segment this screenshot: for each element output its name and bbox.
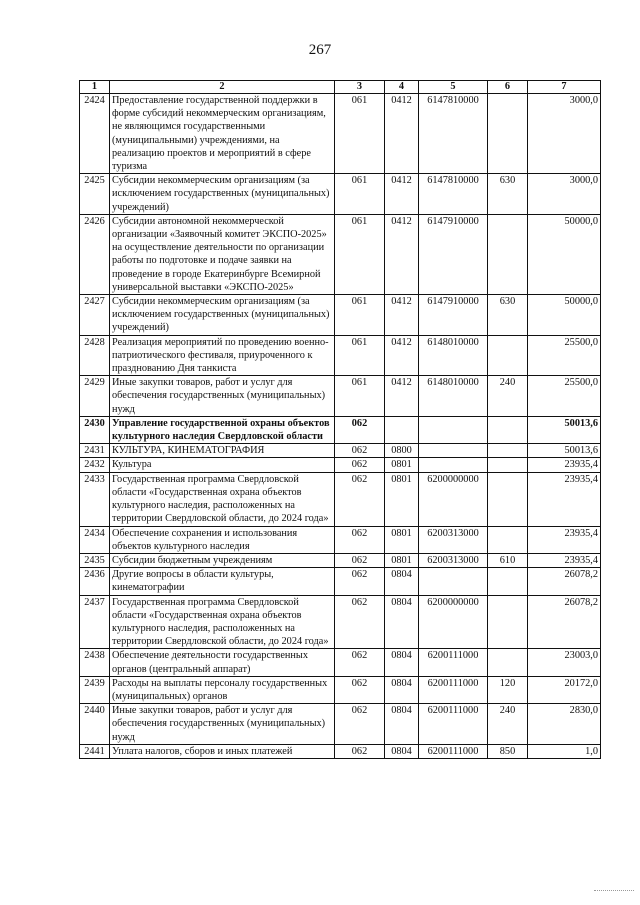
row-code-6 — [488, 595, 528, 649]
row-number: 2426 — [80, 214, 110, 294]
table-row — [80, 458, 601, 472]
row-number: 2436 — [80, 568, 110, 595]
row-code-3: 061 — [335, 335, 385, 376]
row-code-4: 0801 — [385, 458, 419, 472]
row-name: Культура — [110, 458, 335, 472]
row-amount: 50000,0 — [528, 214, 601, 294]
row-number: 2425 — [80, 174, 110, 215]
row-number: 2435 — [80, 553, 110, 567]
row-code-3: 061 — [335, 174, 385, 215]
row-name: Уплата налогов, сборов и иных платежей — [110, 744, 335, 758]
row-code-3: 062 — [335, 568, 385, 595]
row-number: 2437 — [80, 595, 110, 649]
header-cell-3: 3 — [335, 81, 385, 94]
header-cell-1: 1 — [80, 81, 110, 94]
table-row — [80, 376, 601, 417]
row-amount: 2830,0 — [528, 704, 601, 745]
table-row — [80, 676, 601, 703]
row-number: 2439 — [80, 676, 110, 703]
row-code-6: 240 — [488, 704, 528, 745]
row-code-5 — [419, 416, 488, 443]
row-amount: 23935,4 — [528, 472, 601, 526]
row-number: 2427 — [80, 295, 110, 336]
row-amount: 25500,0 — [528, 335, 601, 376]
table-row — [80, 526, 601, 553]
row-amount: 20172,0 — [528, 676, 601, 703]
row-number: 2438 — [80, 649, 110, 676]
row-name: Расходы на выплаты персоналу государственных (муниципальных) органов — [110, 676, 335, 703]
row-number: 2430 — [80, 416, 110, 443]
row-amount: 23003,0 — [528, 649, 601, 676]
header-cell-4: 4 — [385, 81, 419, 94]
row-code-6: 610 — [488, 553, 528, 567]
row-code-5: 6147910000 — [419, 295, 488, 336]
margin-mark — [594, 884, 634, 891]
row-amount: 23935,4 — [528, 458, 601, 472]
row-number: 2433 — [80, 472, 110, 526]
row-code-3: 062 — [335, 744, 385, 758]
row-amount: 1,0 — [528, 744, 601, 758]
row-amount: 3000,0 — [528, 174, 601, 215]
row-code-5: 6200111000 — [419, 744, 488, 758]
header-cell-6: 6 — [488, 81, 528, 94]
row-code-6: 630 — [488, 174, 528, 215]
row-name: Иные закупки товаров, работ и услуг для обеспечения государственных (муниципальных) нужд — [110, 704, 335, 745]
row-code-3: 061 — [335, 376, 385, 417]
row-code-4: 0801 — [385, 526, 419, 553]
row-name: КУЛЬТУРА, КИНЕМАТОГРАФИЯ — [110, 444, 335, 458]
row-code-4: 0412 — [385, 335, 419, 376]
row-code-5: 6147810000 — [419, 94, 488, 174]
row-name: Государственная программа Свердловской области «Государственная охрана объектов культурного наследия, расположенных на территории Свердловской области, до 2024 года» — [110, 472, 335, 526]
row-amount: 50013,6 — [528, 416, 601, 443]
row-name: Субсидии автономной некоммерческой организации «Заявочный комитет ЭКСПО-2025» на осуществление деятельности по организации работы по подготовке и подаче заявки на проведение в городе Екатеринбурге Всемирной универсальной выставки «ЭКСПО-2025» — [110, 214, 335, 294]
table-row — [80, 444, 601, 458]
row-code-5: 6147810000 — [419, 174, 488, 215]
row-name: Субсидии некоммерческим организациям (за исключением государственных (муниципальных) учреждений) — [110, 295, 335, 336]
row-name: Государственная программа Свердловской области «Государственная охрана объектов культурного наследия, расположенных на территории Свердловской области, до 2024 года» — [110, 595, 335, 649]
header-cell-7: 7 — [528, 81, 601, 94]
row-code-4 — [385, 416, 419, 443]
row-code-4: 0804 — [385, 568, 419, 595]
row-amount: 3000,0 — [528, 94, 601, 174]
row-code-4: 0412 — [385, 94, 419, 174]
row-code-3: 062 — [335, 676, 385, 703]
row-code-6 — [488, 458, 528, 472]
row-code-6: 240 — [488, 376, 528, 417]
row-number: 2431 — [80, 444, 110, 458]
table-row — [80, 472, 601, 526]
row-code-4: 0801 — [385, 553, 419, 567]
row-number: 2440 — [80, 704, 110, 745]
table-row — [80, 649, 601, 676]
row-code-5 — [419, 444, 488, 458]
table-row — [80, 553, 601, 567]
row-name: Иные закупки товаров, работ и услуг для обеспечения государственных (муниципальных) нужд — [110, 376, 335, 417]
row-name: Обеспечение сохранения и использования объектов культурного наследия — [110, 526, 335, 553]
row-code-4: 0412 — [385, 174, 419, 215]
row-code-5: 6200111000 — [419, 649, 488, 676]
row-code-6 — [488, 526, 528, 553]
row-code-6 — [488, 94, 528, 174]
row-code-4: 0804 — [385, 676, 419, 703]
page-number: 267 — [308, 42, 332, 58]
row-code-5 — [419, 568, 488, 595]
row-amount: 25500,0 — [528, 376, 601, 417]
row-name: Управление государственной охраны объектов культурного наследия Свердловской области — [110, 416, 335, 443]
row-name: Другие вопросы в области культуры, кинематографии — [110, 568, 335, 595]
row-code-6 — [488, 649, 528, 676]
budget-table — [79, 80, 601, 759]
row-name: Реализация мероприятий по проведению военно-патриотического фестиваля, приуроченного к празднованию Дня танкиста — [110, 335, 335, 376]
header-row — [80, 81, 601, 94]
row-code-3: 061 — [335, 295, 385, 336]
row-code-4: 0412 — [385, 214, 419, 294]
row-code-3: 062 — [335, 458, 385, 472]
row-code-6 — [488, 416, 528, 443]
table-row — [80, 568, 601, 595]
row-code-5 — [419, 458, 488, 472]
row-number: 2432 — [80, 458, 110, 472]
table-row — [80, 214, 601, 294]
row-number: 2441 — [80, 744, 110, 758]
row-amount: 50013,6 — [528, 444, 601, 458]
row-code-5: 6200313000 — [419, 553, 488, 567]
row-code-3: 062 — [335, 649, 385, 676]
row-code-4: 0801 — [385, 472, 419, 526]
row-number: 2428 — [80, 335, 110, 376]
row-code-3: 062 — [335, 416, 385, 443]
table-row — [80, 704, 601, 745]
row-code-3: 062 — [335, 472, 385, 526]
row-code-5: 6200000000 — [419, 595, 488, 649]
row-name: Обеспечение деятельности государственных органов (центральный аппарат) — [110, 649, 335, 676]
row-name: Субсидии некоммерческим организациям (за исключением государственных (муниципальных) учреждений) — [110, 174, 335, 215]
row-code-4: 0412 — [385, 376, 419, 417]
row-code-6 — [488, 568, 528, 595]
row-code-5: 6200000000 — [419, 472, 488, 526]
row-amount: 26078,2 — [528, 595, 601, 649]
table-row — [80, 595, 601, 649]
row-code-5: 6148010000 — [419, 335, 488, 376]
row-code-6: 630 — [488, 295, 528, 336]
header-cell-5: 5 — [419, 81, 488, 94]
table-row — [80, 416, 601, 443]
row-code-4: 0804 — [385, 704, 419, 745]
header-cell-2: 2 — [110, 81, 335, 94]
row-amount: 23935,4 — [528, 526, 601, 553]
row-code-4: 0412 — [385, 295, 419, 336]
row-code-3: 062 — [335, 553, 385, 567]
row-code-3: 062 — [335, 595, 385, 649]
table-row — [80, 295, 601, 336]
row-code-3: 061 — [335, 214, 385, 294]
table-row — [80, 744, 601, 758]
row-code-6 — [488, 472, 528, 526]
row-code-3: 062 — [335, 704, 385, 745]
row-code-3: 061 — [335, 94, 385, 174]
row-amount: 23935,4 — [528, 553, 601, 567]
row-amount: 26078,2 — [528, 568, 601, 595]
row-code-6: 850 — [488, 744, 528, 758]
row-number: 2424 — [80, 94, 110, 174]
row-code-5: 6200111000 — [419, 676, 488, 703]
row-code-4: 0800 — [385, 444, 419, 458]
row-name: Предоставление государственной поддержки в форме субсидий некоммерческим организациям, не являющимся государственными (муниципальными) учреждениями, на реализацию проектов и мероприятий в сфере туризма — [110, 94, 335, 174]
row-code-6 — [488, 214, 528, 294]
row-number: 2429 — [80, 376, 110, 417]
row-code-4: 0804 — [385, 744, 419, 758]
row-code-6 — [488, 444, 528, 458]
row-code-5: 6148010000 — [419, 376, 488, 417]
row-code-5: 6200313000 — [419, 526, 488, 553]
row-code-4: 0804 — [385, 649, 419, 676]
row-name: Субсидии бюджетным учреждениям — [110, 553, 335, 567]
row-amount: 50000,0 — [528, 295, 601, 336]
row-code-6 — [488, 335, 528, 376]
row-code-6: 120 — [488, 676, 528, 703]
row-code-3: 062 — [335, 444, 385, 458]
table-row — [80, 94, 601, 174]
row-code-3: 062 — [335, 526, 385, 553]
row-number: 2434 — [80, 526, 110, 553]
table-row — [80, 174, 601, 215]
row-code-5: 6200111000 — [419, 704, 488, 745]
row-code-5: 6147910000 — [419, 214, 488, 294]
row-code-4: 0804 — [385, 595, 419, 649]
table-row — [80, 335, 601, 376]
